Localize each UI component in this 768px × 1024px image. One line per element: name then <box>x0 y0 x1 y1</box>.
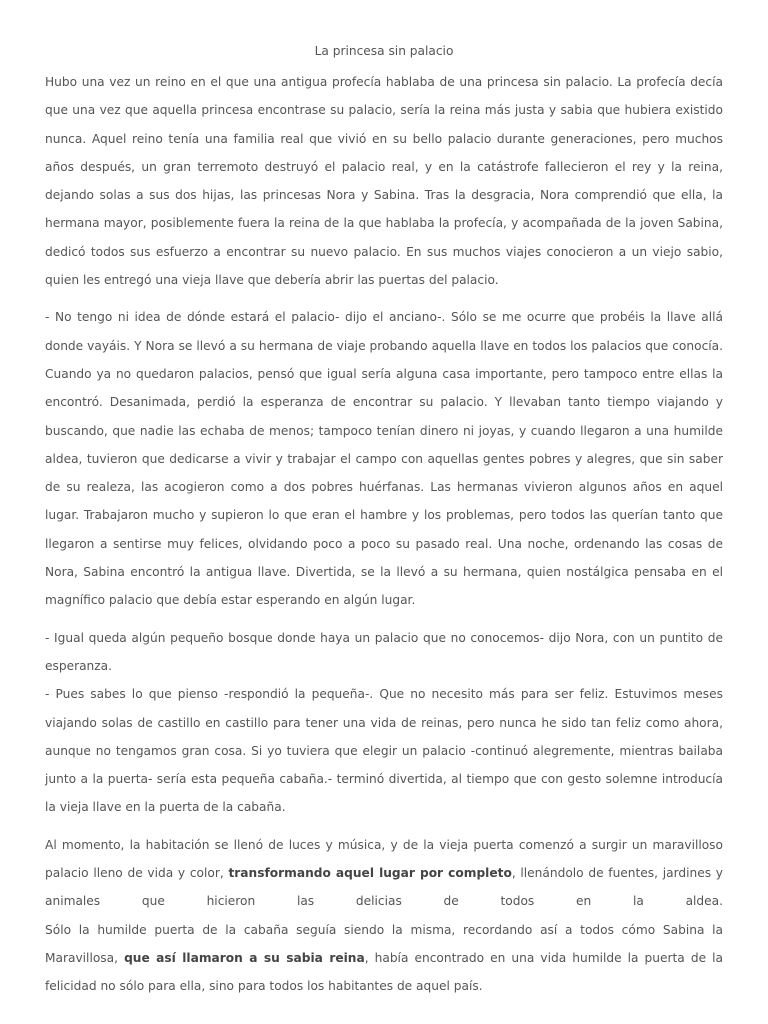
document-title: La princesa sin palacio <box>314 44 454 58</box>
bold-phrase-queen-name: que así llamaron a su sabia reina <box>124 950 365 965</box>
paragraph-journey: - No tengo ni idea de dónde estará el palacio- dijo el anciano-. Sólo se me ocurre que probéis la llave allá donde vayáis. Y Nora se llevó a su hermana de viaje probando aquella llave en todos los palacios que conocía. Cuando ya no quedaron palacios, pensó que igual sería alguna casa importante, pero tampoco entre ellas la encontró. Desanimada, perdió la esperanza de encontrar su palacio. Y llevaban tanto tiempo viajando y buscando, que nadie las echaba de menos; tampoco tenían dinero ni joyas, y cuando llegaron a una humilde aldea, tuvieron que dedicarse a vivir y trabajar el campo con aquellas gentes pobres y alegres, que sin saber de su realeza, las acogieron como a dos pobres huérfanas. Las hermanas vivieron algunos años en aquel lugar. Trabajaron mucho y supieron lo que eran el hambre y los problemas, pero todos las querían tanto que llegaron a sentirse muy felices, olvidando poco a poco su pasado real. Una noche, ordenando las cosas de Nora, Sabina encontró la antigua llave. Divertida, se la llevó a su hermana, quien nostálgica pensaba en el magnífico palacio que debía estar esperando en algún lugar. <box>45 310 723 608</box>
paragraph-ending <box>45 916 723 1001</box>
paragraph-sabina-reply: - Pues sabes lo que pienso -respondió la pequeña-. Que no necesito más para ser feliz. Estuvimos meses viajando solas de castillo en castillo para tener una vida de reinas, pero nunca he sido tan feliz como ahora, aunque no tengamos gran cosa. Si yo tuviera que elegir un palacio -continuó alegremente, mientras bailaba junto a la puerta- sería esta pequeña cabaña.- terminó divertida, al tiempo que con gesto solemne introducía la vieja llave en la puerta de la cabaña. <box>45 687 723 815</box>
paragraph-transformation-end: , llenándolo de fuentes, jardines y animales que hicieron las delicias de todos en la aldea. <box>45 866 724 909</box>
paragraph-ending-end: , había encontrado en una vida humilde la puerta de la felicidad no sólo para ella, sino para todos los habitantes de aquel país. <box>45 950 723 994</box>
paragraph-transformation <box>45 831 723 916</box>
paragraph-transformation-start: Al momento, la habitación se llenó de luces y música, y de la vieja puerta comenzó a surgir un maravilloso palacio lleno de vida y color, <box>45 837 723 881</box>
bold-phrase-transformation: transformando aquel lugar por completo <box>228 866 512 881</box>
paragraph-intro: Hubo una vez un reino en el que una antigua profecía hablaba de una princesa sin palacio. La profecía decía que una vez que aquella princesa encontrase su palacio, sería la reina más justa y sabia que hubiera existido nunca. Aquel reino tenía una familia real que vivió en su bello palacio durante generaciones, pero muchos años después, un gran terremoto destruyó el palacio real, y en la catástrofe fallecieron el rey y la reina, dejando solas a sus dos hijas, las princesas Nora y Sabina. Tras la desgracia, Nora comprendió que ella, la hermana mayor, posiblemente fuera la reina de la que hablaba la profecía, y acompañada de la joven Sabina, dedicó todos sus esfuerzo a encontrar su nuevo palacio. En sus muchos viajes conocieron a un viejo sabio, quien les entregó una vieja llave que debería abrir las puertas del palacio. <box>45 75 723 288</box>
paragraph-nora-hope: - Igual queda algún pequeño bosque donde haya un palacio que no conocemos- dijo Nora, con un puntito de esperanza. <box>45 630 723 673</box>
paragraph-ending-start: Sólo la humilde puerta de la cabaña seguía siendo la misma, recordando así a todos cómo Sabina la Maravillosa, <box>45 922 723 965</box>
